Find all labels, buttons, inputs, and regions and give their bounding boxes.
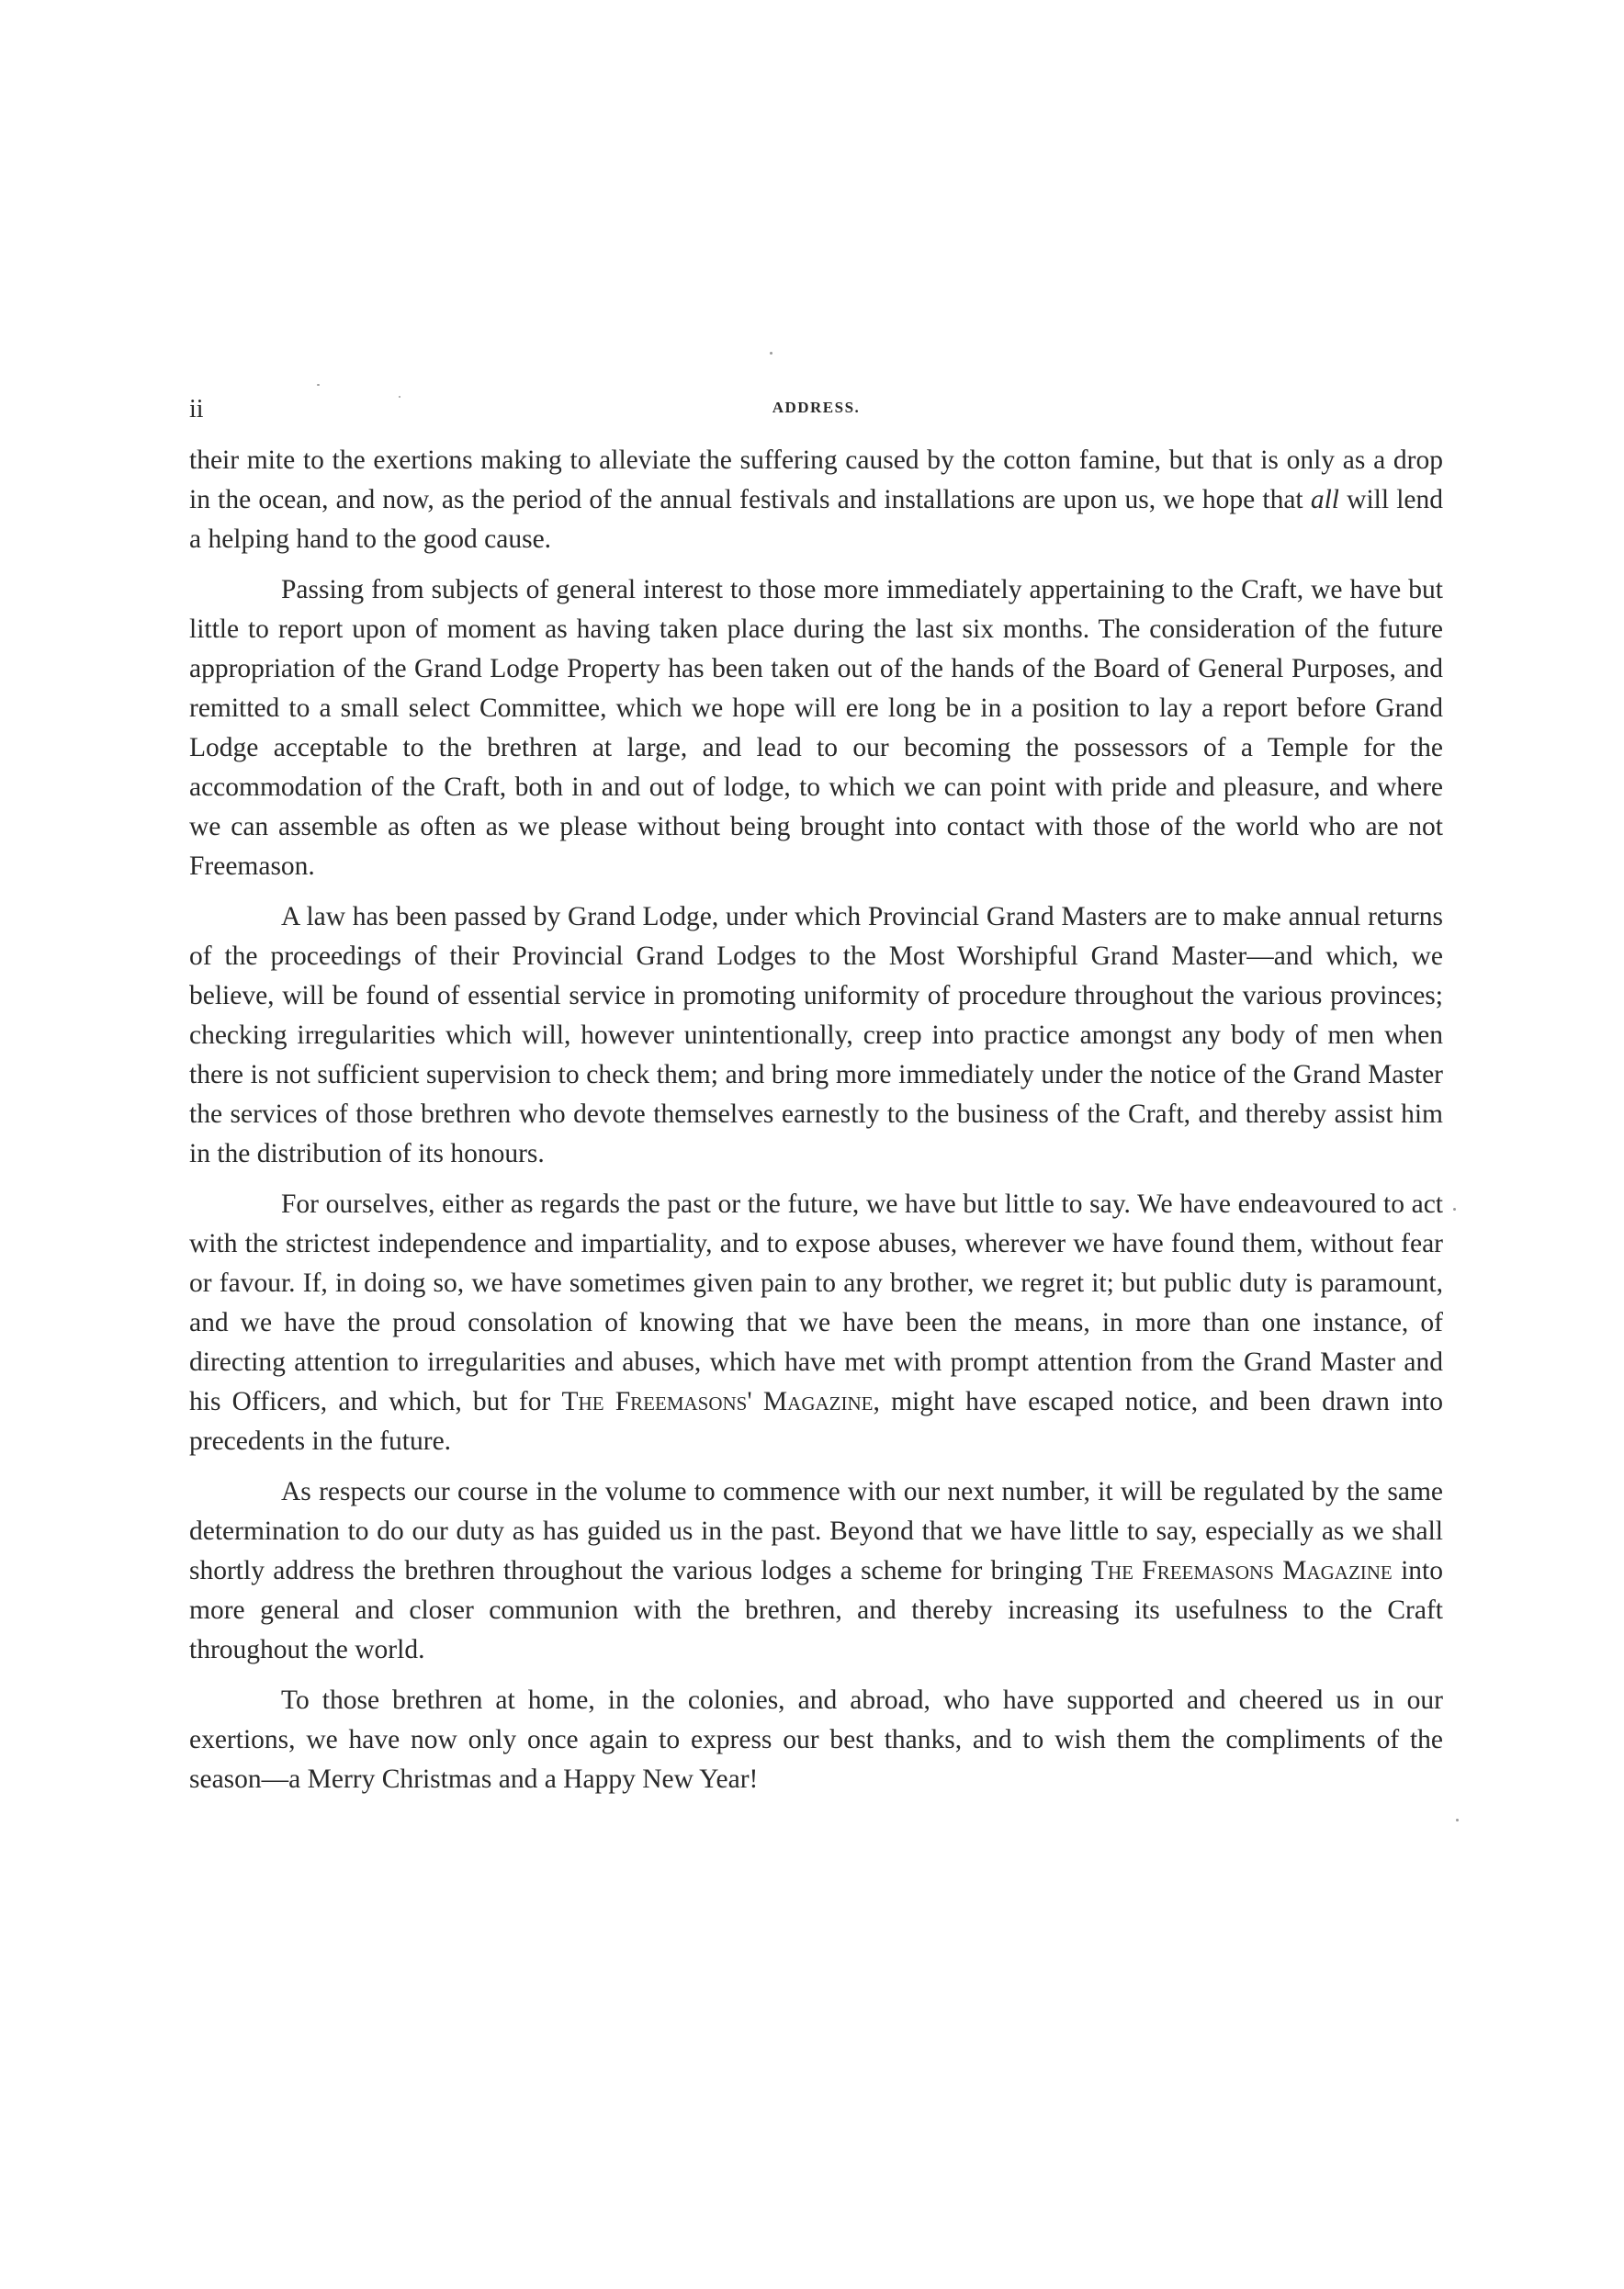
magazine-title: The Freemasons' Magazine: [561, 1387, 874, 1416]
paragraph: A law has been passed by Grand Lodge, under which Provincial Grand Masters are to make annual returns of the proceedings of their Provincial Grand Lodges to the Most Worshipful Grand Master—and which, we believe, will be found of essential service in promoting uniformity of procedure throughout the various provinces; checking irregularities which will, however unintentionally, creep into practice amongst any body of men when there is not sufficient supervision to check them; and bring more immediately under the notice of the Grand Master the services of those brethren who devote themselves earnestly to the business of the Craft, and thereby assist him in the distribution of its honours.: [189, 902, 1443, 1168]
paragraph: For ourselves, either as regards the past or the future, we have but little to say. We have endeavoured to act with the strictest independence and impartiality, and to expose abuses, wherever we have found them, without fear or favour. If, in doing so, we have sometimes given pain to any brother, we regret it; but public duty is paramount, and we have the proud consolation of knowing that we have been the means, in more than one instance, of directing attention to irregularities and abuses, which have met with prompt attention from the Grand Master and his Officers, and which, but for The Freemasons' Magazine, might have escaped notice, and been drawn into precedents in the future.: [189, 1190, 1444, 1456]
article-body: [189, 441, 1443, 1810]
print-speck: [1453, 1208, 1456, 1211]
running-title: ADDRESS.: [772, 399, 861, 416]
running-head: [189, 395, 1443, 432]
paragraph: their mite to the exertions making to alleviate the suffering caused by the cotton famine, but that is only as a drop in the ocean, and now, as the period of the annual festivals and installations are upon us, we hope that all will lend a helping hand to the good cause.: [189, 445, 1444, 554]
print-speck: [770, 352, 773, 355]
paragraph: As respects our course in the volume to commence with our next number, it will be regulated by the same determination to do our duty as has guided us in the past. Beyond that we have little to say, especially as we shall shortly address the brethren throughout the various lodges a scheme for bringing The Freemasons Magazine into more general and closer communion with the brethren, and thereby increasing its usefulness to the Craft throughout the world.: [189, 1477, 1443, 1664]
paragraph: Passing from subjects of general interest to those more immediately appertaining to the Craft, we have but little to report upon of moment as having taken place during the last six months. The consideration of the future appropriation of the Grand Lodge Property has been taken out of the hands of the Board of General Purposes, and remitted to a small select Committee, which we hope will ere long be in a position to lay a report before Grand Lodge acceptable to the brethren at large, and lead to our becoming the possessors of a Temple for the accommodation of the Craft, both in and out of lodge, to which we can point with pride and pleasure, and where we can assemble as often as we please without being brought into contact with those of the world who are not Freemason.: [189, 575, 1443, 881]
magazine-title: The Freemasons Magazine: [1090, 1556, 1393, 1585]
print-speck: [1456, 1819, 1459, 1821]
paragraph: To those brethren at home, in the colonies, and abroad, who have supported and cheered us in our exertions, we have now only once again to express our best thanks, and to wish them the compliments of the season—a Merry Christmas and a Happy New Year!: [189, 1686, 1443, 1794]
page-number: ii: [189, 395, 204, 423]
emphasis-all: all: [1310, 485, 1339, 514]
print-speck: [317, 384, 320, 386]
